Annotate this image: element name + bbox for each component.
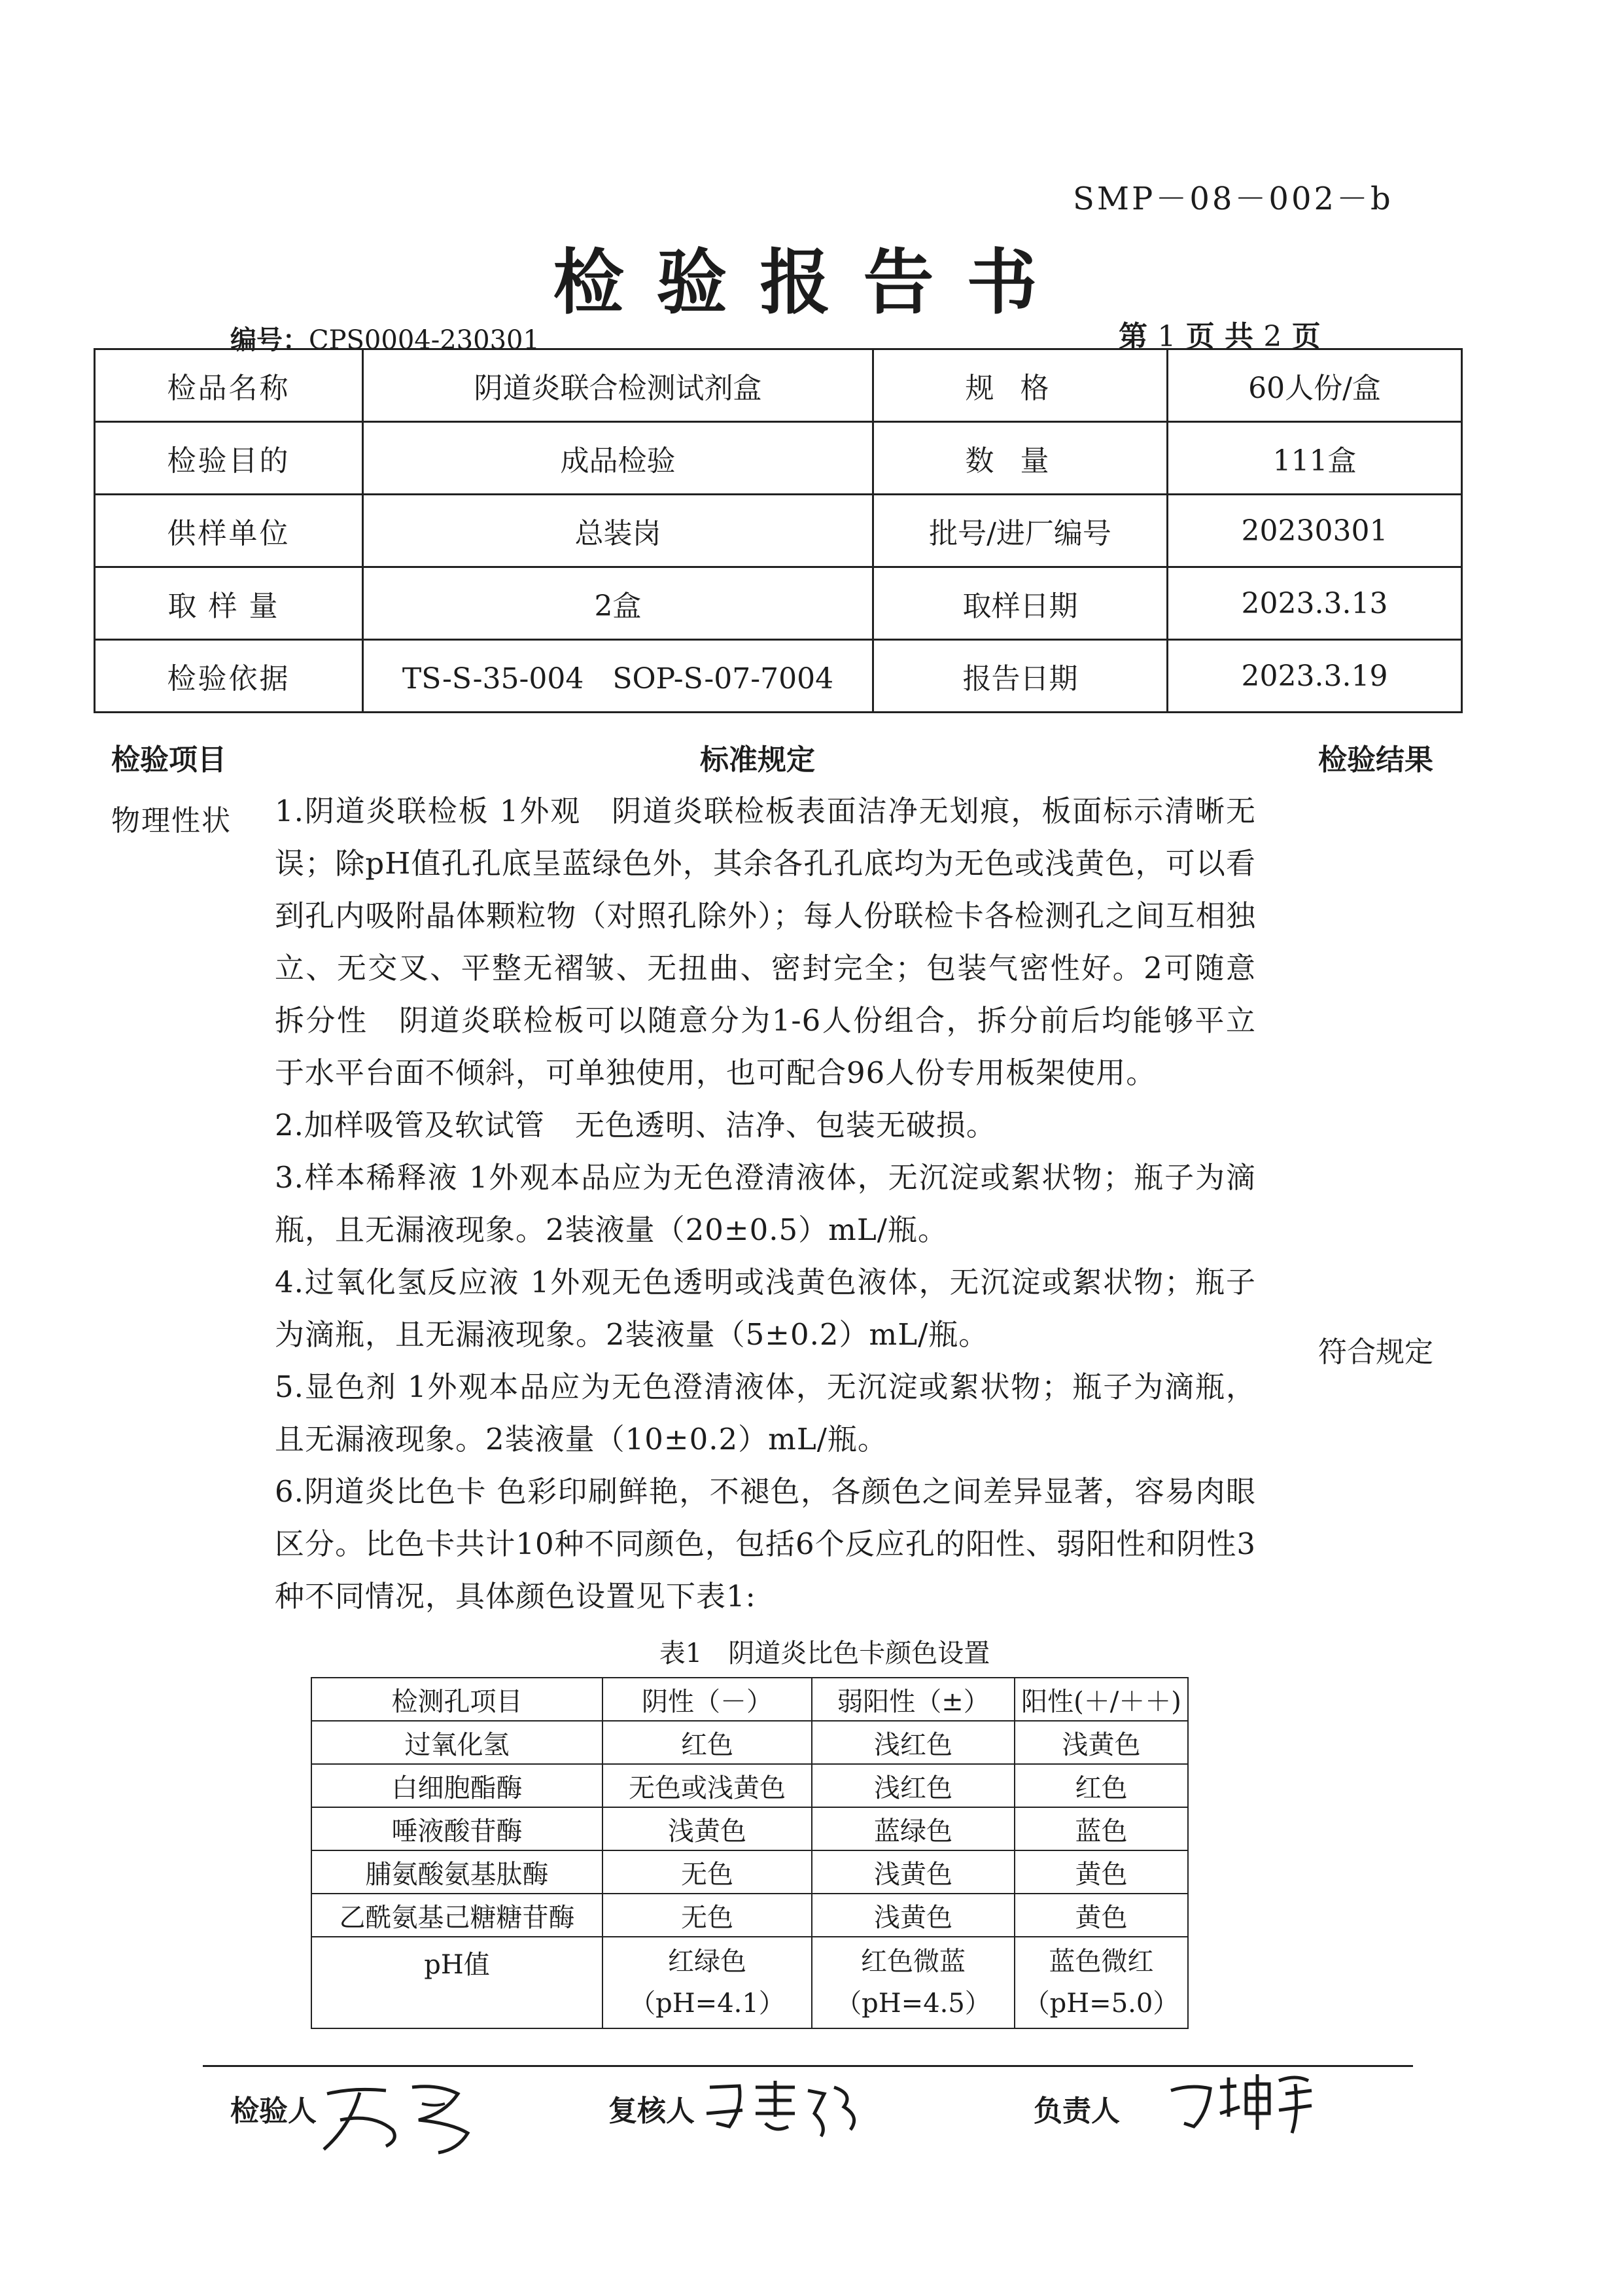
table-cell: 蓝绿色	[812, 1807, 1015, 1850]
ph-neg-color: 红绿色	[668, 1947, 746, 1977]
batch-label: 批号/进厂编号	[873, 495, 1168, 567]
table-cell: 浅黄色	[812, 1894, 1015, 1937]
color-setting-table	[311, 1677, 1189, 2029]
standard-text	[275, 785, 1256, 1623]
supplier-label: 供样单位	[95, 495, 363, 567]
header-row-basis	[95, 640, 1462, 713]
standard-paragraph: 5.显色剂 1外观本品应为无色澄清液体，无沉淀或絮状物；瓶子为滴瓶，且无漏液现象。2装液量（10±0.2）mL/瓶。	[275, 1369, 1256, 1457]
ph-neg-value: （pH=4.1）	[629, 1988, 785, 2019]
table-cell: 浅黄色	[1015, 1721, 1188, 1764]
basis-label: 检验依据	[95, 640, 363, 713]
reviewer-label: 复核人	[608, 2094, 695, 2128]
purpose-value: 成品检验	[363, 422, 873, 495]
page-middle: 页 共	[1185, 320, 1253, 353]
inspector-signature	[314, 2068, 484, 2159]
header-row-sample	[95, 567, 1462, 640]
header-row-supplier	[95, 495, 1462, 567]
table-cell: 脯氨酸氨基肽酶	[311, 1850, 602, 1894]
table-cell: 白细胞酯酶	[311, 1764, 602, 1807]
table-row	[311, 1894, 1188, 1937]
batch-value: 20230301	[1168, 495, 1462, 567]
table-cell	[812, 1937, 1015, 2028]
header-info-table	[94, 348, 1463, 713]
table-cell: 浅黄色	[602, 1807, 812, 1850]
table-cell: 黄色	[1015, 1894, 1188, 1937]
handwritten-signature-icon	[314, 2068, 484, 2159]
report-date-label: 报告日期	[873, 640, 1168, 713]
table-header-cell: 阴性（－）	[602, 1678, 812, 1721]
table-cell: pH值	[311, 1937, 602, 2028]
page-total: 2	[1263, 320, 1282, 353]
manager-label: 负责人	[1034, 2094, 1120, 2128]
table-header-cell: 弱阳性（±）	[812, 1678, 1015, 1721]
basis-value: TS-S-35-004 SOP-S-07-7004	[363, 640, 873, 713]
table-cell	[1015, 1937, 1188, 2028]
item-heading: 检验项目	[111, 743, 226, 777]
sample-date-value: 2023.3.13	[1168, 567, 1462, 640]
ph-pos-color: 蓝色微红	[1049, 1947, 1154, 1977]
table-header-row	[311, 1678, 1188, 1721]
standard-paragraph: 3.样本稀释液 1外观本品应为无色澄清液体，无沉淀或絮状物；瓶子为滴瓶，且无漏液现象。2装液量（20±0.5）mL/瓶。	[275, 1160, 1256, 1247]
reviewer-signature	[703, 2068, 867, 2146]
table-cell: 乙酰氨基己糖糖苷酶	[311, 1894, 602, 1937]
standard-paragraph: 4.过氧化氢反应液 1外观无色透明或浅黄色液体，无沉淀或絮状物；瓶子为滴瓶，且无漏液现象。2装液量（5±0.2）mL/瓶。	[275, 1265, 1256, 1352]
test-result: 符合规定	[1318, 1335, 1433, 1369]
handwritten-signature-icon	[703, 2068, 867, 2146]
table-row	[311, 1807, 1188, 1850]
sample-amount-label: 取样量	[95, 567, 363, 640]
table-cell: 浅黄色	[812, 1850, 1015, 1894]
table-cell: 唾液酸苷酶	[311, 1807, 602, 1850]
product-name-value: 阴道炎联合检测试剂盒	[363, 349, 873, 422]
spec-value: 60人份/盒	[1168, 349, 1462, 422]
table-row	[311, 1721, 1188, 1764]
serial-label: 编号：	[230, 325, 309, 355]
supplier-value: 总装岗	[363, 495, 873, 567]
handwritten-signature-icon	[1164, 2061, 1321, 2140]
standard-paragraph: 6.阴道炎比色卡 色彩印刷鲜艳，不褪色，各颜色之间差异显著，容易肉眼区分。比色卡共计10种不同颜色，包括6个反应孔的阳性、弱阳性和阴性3种不同情况，具体颜色设置见下表1:	[275, 1474, 1256, 1614]
header-row-purpose	[95, 422, 1462, 495]
table-row	[311, 1850, 1188, 1894]
table-cell: 红色	[602, 1721, 812, 1764]
ph-weak-value: （pH=4.5）	[835, 1988, 991, 2019]
quantity-label: 数量	[873, 422, 1168, 495]
serial-value: CPS0004-230301	[309, 325, 540, 355]
page-current: 1	[1157, 320, 1176, 353]
table-row	[311, 1764, 1188, 1807]
table-cell: 红色	[1015, 1764, 1188, 1807]
quantity-value: 111盒	[1168, 422, 1462, 495]
sample-date-label: 取样日期	[873, 567, 1168, 640]
table-cell: 过氧化氢	[311, 1721, 602, 1764]
report-date-value: 2023.3.19	[1168, 640, 1462, 713]
page-prefix: 第	[1119, 320, 1147, 353]
ph-weak-color: 红色微蓝	[861, 1947, 966, 1977]
table-cell	[602, 1937, 812, 2028]
sample-amount-value: 2盒	[363, 567, 873, 640]
ph-pos-value: （pH=5.0）	[1023, 1988, 1179, 2019]
standard-heading: 标准规定	[700, 743, 815, 777]
table-caption: 表1 阴道炎比色卡颜色设置	[659, 1638, 990, 1669]
table-cell: 黄色	[1015, 1850, 1188, 1894]
table-header-cell: 检测孔项目	[311, 1678, 602, 1721]
manager-signature	[1164, 2061, 1321, 2140]
document-code: SMP－08－002－b	[1073, 181, 1393, 217]
inspector-label: 检验人	[230, 2094, 317, 2128]
table-cell: 无色	[602, 1894, 812, 1937]
result-heading: 检验结果	[1318, 743, 1433, 777]
item-physical-properties: 物理性状	[111, 804, 232, 838]
page-title: 检验报告书	[553, 241, 1070, 324]
table-row-ph	[311, 1937, 1188, 2028]
table-cell: 无色或浅黄色	[602, 1764, 812, 1807]
table-cell: 浅红色	[812, 1721, 1015, 1764]
product-name-label: 检品名称	[95, 349, 363, 422]
page-suffix: 页	[1291, 320, 1321, 353]
standard-paragraph: 2.加样吸管及软试管 无色透明、洁净、包装无破损。	[275, 1108, 996, 1142]
table-cell: 蓝色	[1015, 1807, 1188, 1850]
table-cell: 无色	[602, 1850, 812, 1894]
header-row-product	[95, 349, 1462, 422]
standard-paragraph: 1.阴道炎联检板 1外观 阴道炎联检板表面洁净无划痕，板面标示清晰无误；除pH值孔孔底呈蓝绿色外，其余各孔孔底均为无色或浅黄色，可以看到孔内吸附晶体颗粒物（对照孔除外）；每人份联检卡各检测孔之间互相独立、无交叉、平整无褶皱、无扭曲、密封完全；包装气密性好。2可随意拆分性 阴道炎联检板可以随意分为1-6人份组合，拆分前后均能够平立于水平台面不倾斜，可单独使用，也可配合96人份专用板架使用。	[275, 794, 1256, 1090]
table-header-cell: 阳性(＋/＋＋)	[1015, 1678, 1188, 1721]
table-cell: 浅红色	[812, 1764, 1015, 1807]
spec-label: 规格	[873, 349, 1168, 422]
purpose-label: 检验目的	[95, 422, 363, 495]
